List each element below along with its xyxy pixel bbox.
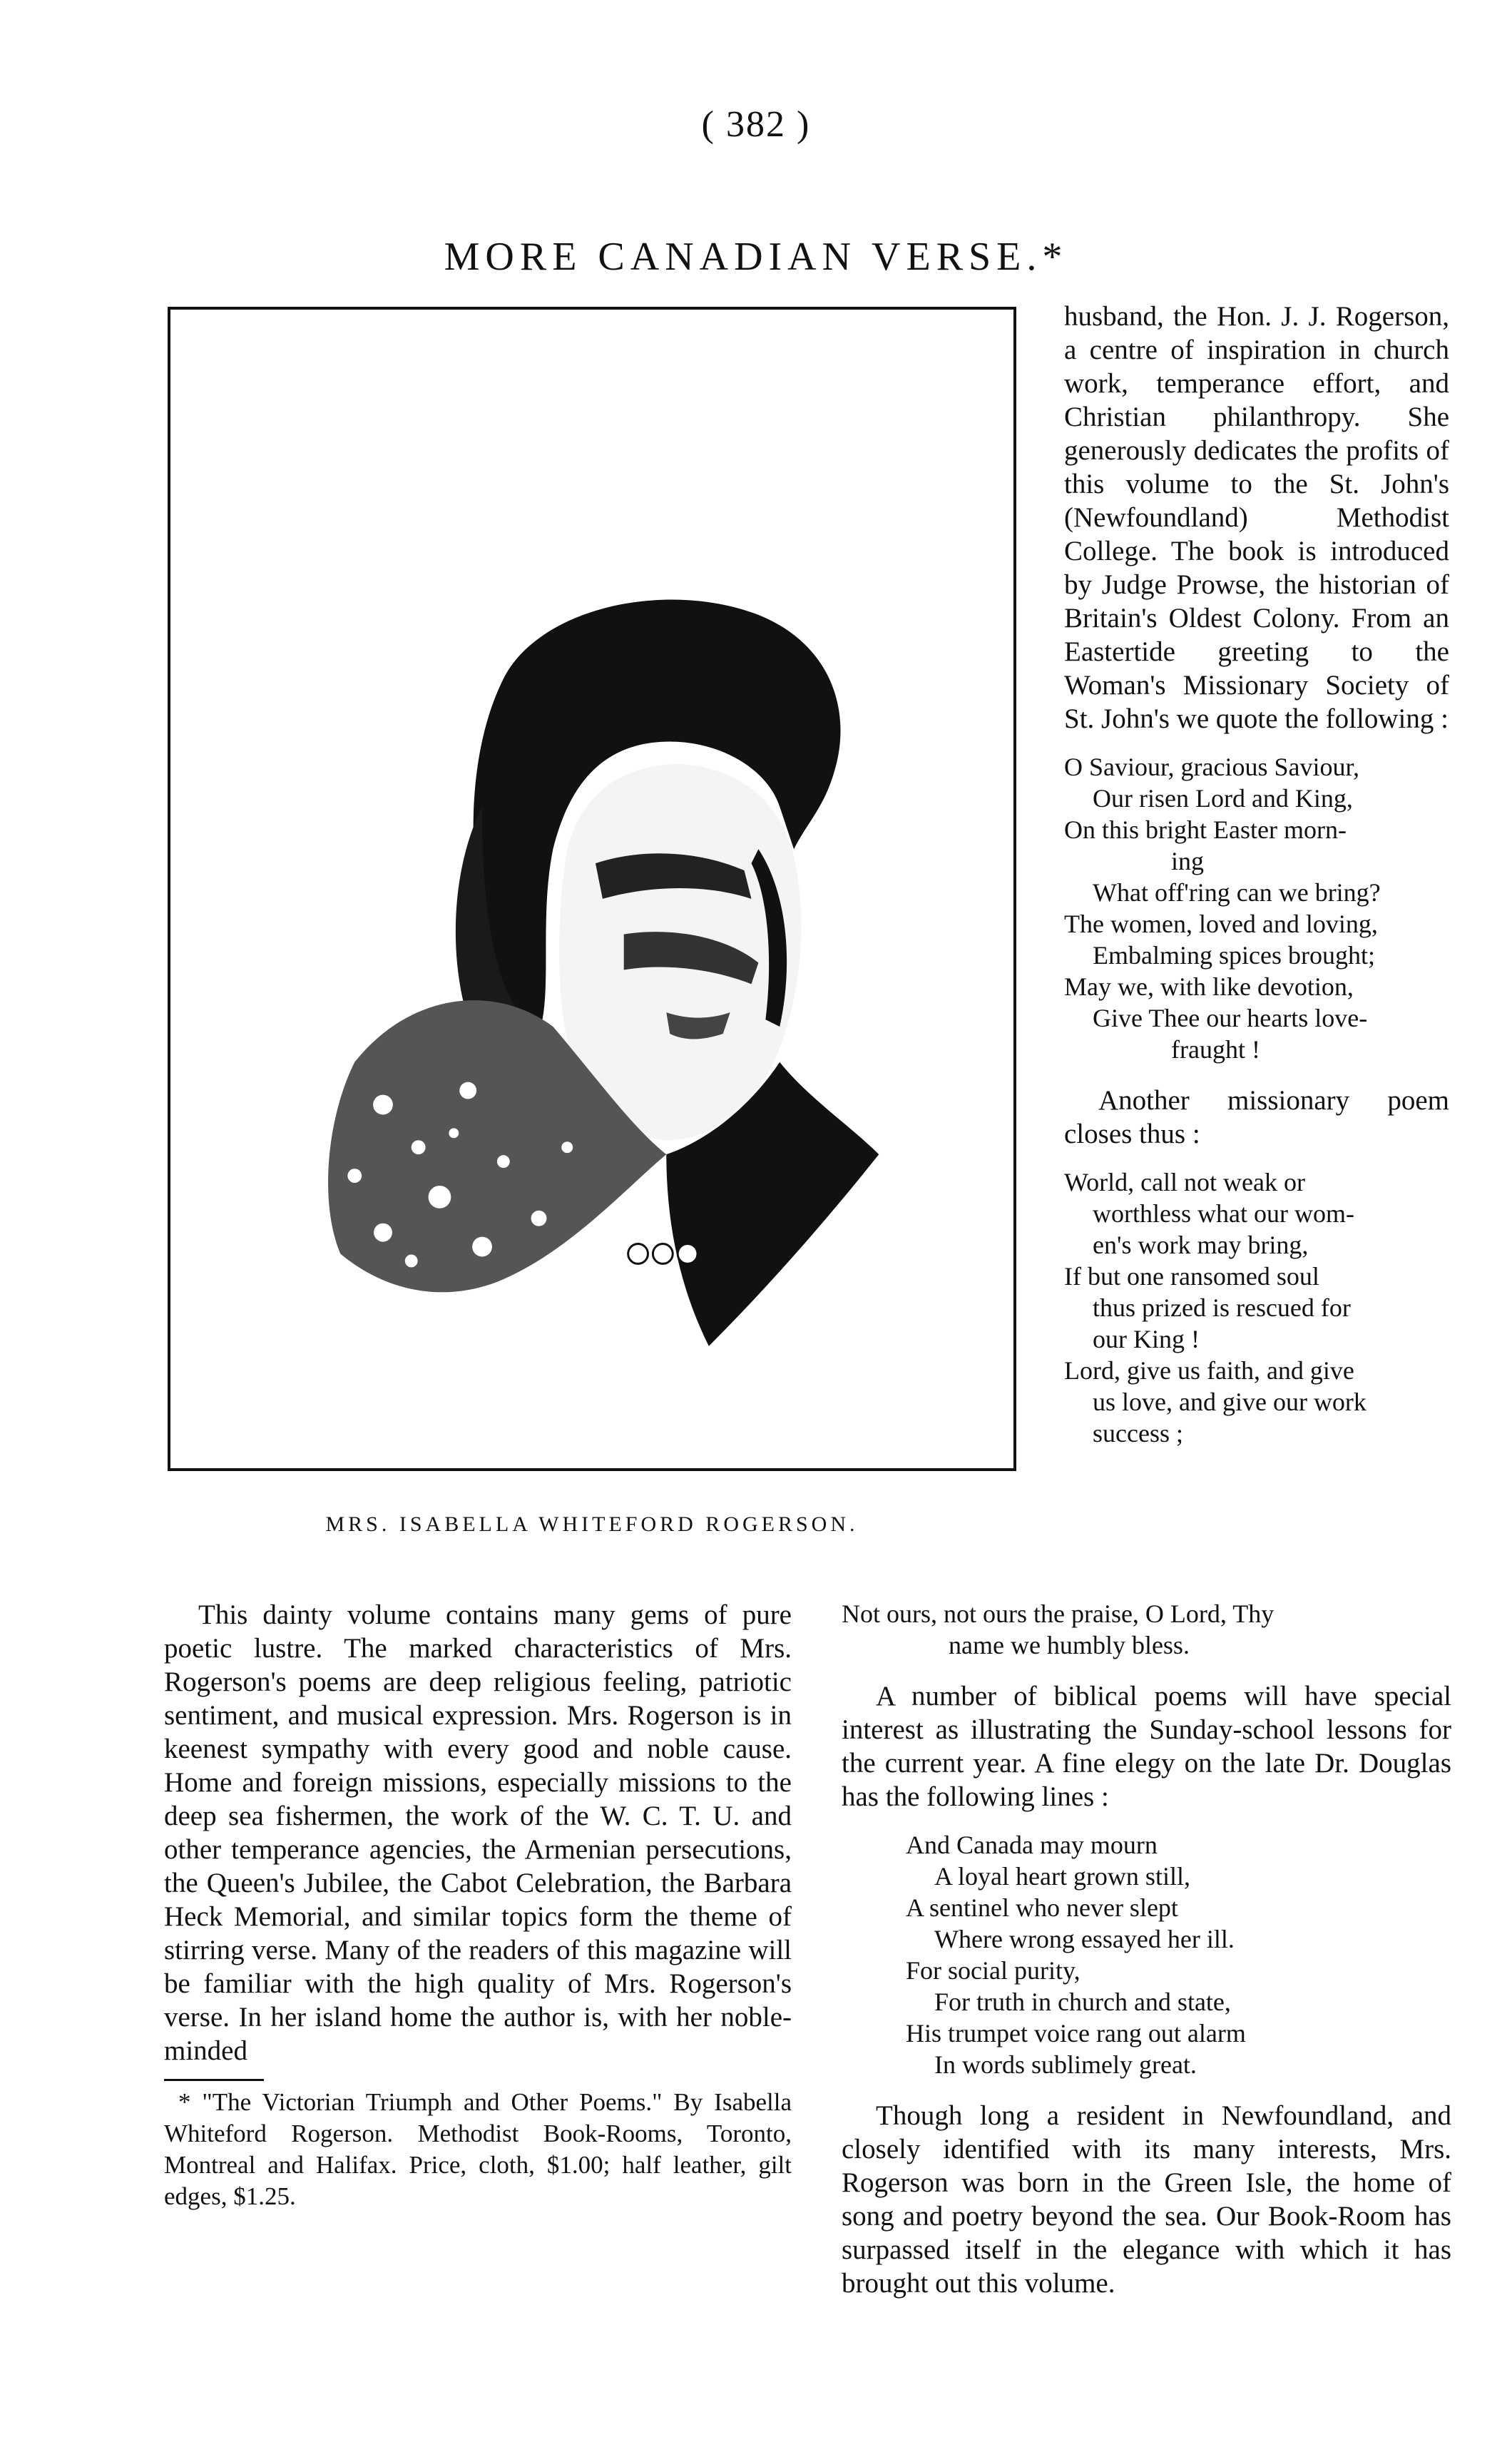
- easter-poem: [1064, 751, 1449, 1065]
- poem-line: success ;: [1093, 1419, 1183, 1448]
- footnote: [164, 2087, 792, 2212]
- poem-line: If but one ransomed soul: [1064, 1262, 1319, 1291]
- missionary-poem-intro: Another missionary poem closes thus :: [1064, 1085, 1449, 1149]
- portrait-image: [168, 307, 1016, 1471]
- biblical-poems-paragraph: A number of biblical poems will have special interest as illustrating the Sunday-school lessons for the current year. A fine elegy on the late Dr. Douglas has the following lines :: [842, 1681, 1451, 1812]
- poem-line: thus prized is rescued for: [1093, 1293, 1351, 1322]
- poem-line: The women, loved and loving,: [1064, 910, 1378, 938]
- missionary-poem: [1064, 1166, 1449, 1449]
- poem-line: Not ours, not ours the praise, O Lord, Thy: [842, 1599, 1275, 1628]
- poem-line: Embalming spices brought;: [1093, 941, 1375, 970]
- right-column-top: [1064, 300, 1449, 1467]
- poem-line: Lord, give us faith, and give: [1064, 1356, 1354, 1385]
- review-paragraph: This dainty volume contains many gems of pure poetic lustre. The marked characteristics of Mrs. Rogerson's poems are deep religious feeling, patriotic sentiment, and musical expression. Mrs. Rogerson is in keenest sympathy with every good and noble cause. Home and foreign missions, especially missions to the deep sea fishermen, the work of the W. C. T. U. and other temperance agencies, the Armenian persecutions, the Queen's Jubilee, the Cabot Celebration, the Barbara Heck Memorial, and similar topics form the theme of stirring verse. Many of the readers of this magazine will be familiar with the high quality of Mrs. Rogerson's verse. In her island home the author is, with her noble-minded: [164, 1599, 792, 2066]
- poem-line: What off'ring can we bring?: [1093, 878, 1381, 907]
- poem-line: World, call not weak or: [1064, 1168, 1305, 1196]
- portrait-caption: MRS. ISABELLA WHITEFORD ROGERSON.: [325, 1512, 859, 1536]
- poem-line: A sentinel who never slept: [906, 1893, 1178, 1922]
- brooch: [628, 1244, 698, 1264]
- poem-line: Where wrong essayed her ill.: [934, 1925, 1235, 1953]
- closing-paragraph: Though long a resident in Newfoundland, and closely identified with its many interests, Mrs. Rogerson was born in the Green Isle, the home of song and poetry beyond the sea. Our Book-Room has surpassed itself in the elegance with which it has brought out this volume.: [842, 2100, 1451, 2299]
- poem-line: en's work may bring,: [1093, 1231, 1309, 1259]
- poem-line: name we humbly bless.: [949, 1631, 1190, 1659]
- footnote-rule: [164, 2079, 264, 2081]
- poem-line: O Saviour, gracious Saviour,: [1064, 753, 1360, 781]
- poem-line: Our risen Lord and King,: [1093, 784, 1353, 813]
- poem-line: In words sublimely great.: [934, 2050, 1197, 2079]
- page-number: ( 382 ): [701, 104, 811, 145]
- footnote-text: * "The Victorian Triumph and Other Poems." By Isabella Whiteford Rogerson. Methodist Book-Rooms, Toronto, Montreal and Halifax. Price, cloth, $1.00; half leather, gilt edges, $1.25.: [164, 2088, 792, 2210]
- poem-line: For truth in church and state,: [934, 1988, 1231, 2016]
- intro-continuation-paragraph: husband, the Hon. J. J. Rogerson, a centre of inspiration in church work, temperance effort, and Christian philanthropy. She generously dedicates the profits of this volume to the St. John's (Newfoundland) Methodist College. The book is introduced by Judge Prowse, the historian of Britain's Oldest Colony. From an Eastertide greeting to the Woman's Missionary Society of St. John's we quote the following :: [1064, 301, 1449, 734]
- elegy-poem: [842, 1829, 1451, 2080]
- article-title: MORE CANADIAN VERSE.*: [444, 234, 1068, 279]
- poem-line: fraught !: [1171, 1035, 1260, 1064]
- poem-line: A loyal heart grown still,: [934, 1862, 1190, 1891]
- poem-line: us love, and give our work: [1093, 1388, 1367, 1416]
- poem-line: For social purity,: [906, 1956, 1081, 1985]
- poem-line: Give Thee our hearts love-: [1093, 1004, 1368, 1032]
- missionary-poem-ending: [842, 1598, 1451, 1661]
- portrait-illustration: [170, 310, 1013, 1468]
- poem-line: On this bright Easter morn-: [1064, 815, 1347, 844]
- poem-line: ing: [1171, 847, 1205, 875]
- poem-line: And Canada may mourn: [906, 1831, 1158, 1859]
- poem-line: worthless what our wom-: [1093, 1199, 1354, 1228]
- poem-line: our King !: [1093, 1325, 1200, 1353]
- right-column-bottom: [842, 1598, 1451, 2300]
- poem-line: May we, with like devotion,: [1064, 972, 1354, 1001]
- left-column-bottom: [164, 1598, 792, 2212]
- poem-line: His trumpet voice rang out alarm: [906, 2019, 1246, 2048]
